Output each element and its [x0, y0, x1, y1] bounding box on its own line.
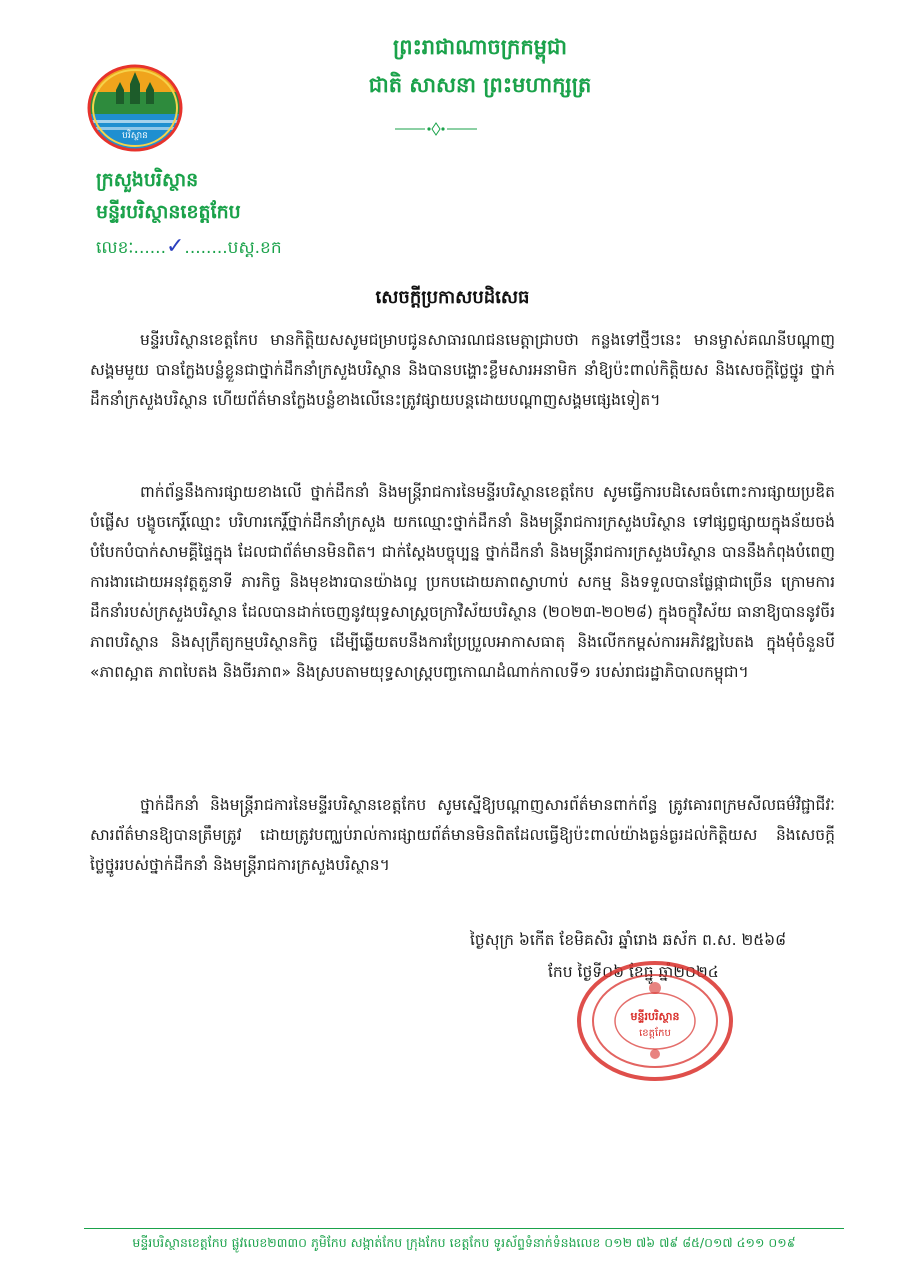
ornament-divider [395, 122, 477, 136]
body-paragraph-3: ថ្នាក់ដឹកនាំ និងមន្ត្រីរាជការនៃមន្ទីរបរិស្ថានខេត្តកែប សូមស្នើឱ្យបណ្តាញសារព័ត៌មានពាក់ព័ន្ធ ត្រូវគោរពក្រមសីលធម៌វិជ្ជាជីវៈសារព័ត៌មានឱ្យបានត្រឹមត្រូវ ដោយត្រូវបញ្ឈប់រាល់ការផ្សាយព័ត៌មានមិនពិតដែលធ្វើឱ្យប៉ះពាល់យ៉ាងធ្ងន់ធ្ងរដល់កិត្តិយស និងសេចក្តីថ្លៃថ្នូររបស់ថ្នាក់ដឹកនាំ និងមន្ត្រីរាជការក្រសួងបរិស្ថាន។ [90, 796, 835, 874]
lunar-date: ថ្ងៃសុក្រ ៦កើត ខែមិគសិរ ឆ្នាំរោង ឆស័ក ព.ស. ២៥៦៨ [470, 931, 787, 949]
gregorian-date: កែប ថ្ងៃទី០៦ ខែធ្នូ ឆ្នាំ២០២៤ [548, 963, 719, 981]
logo-caption: បរិស្ថាន [122, 131, 148, 141]
ministry-logo [86, 64, 184, 152]
reference-number [96, 234, 282, 262]
document-title: សេចក្តីប្រកាសបដិសេធ [375, 287, 530, 308]
checkmark-icon: ✓ [165, 234, 185, 259]
ministry-name: ក្រសួងបរិស្ថាន [96, 169, 199, 191]
body-paragraph-2: ពាក់ព័ន្ធនឹងការផ្សាយខាងលើ ថ្នាក់ដឹកនាំ និងមន្ត្រីរាជការនៃមន្ទីរបរិស្ថានខេត្តកែប សូមធ្វើការបដិសេធចំពោះការផ្សាយប្រឌិត បំផ្លើស បង្ខូចកេរ្តិ៍ឈ្មោះ បរិហារកេរ្តិ៍ថ្នាក់ដឹកនាំក្រសួង យកឈ្មោះថ្នាក់ដឹកនាំ និងមន្ត្រីរាជការក្រសួងបរិស្ថាន ទៅផ្សព្វផ្សាយក្នុងន័យចង់បំបែកបំបាក់សាមគ្គីផ្ទៃក្នុង ដែលជាព័ត៌មានមិនពិត។ ជាក់ស្តែងបច្ចុប្បន្ន ថ្នាក់ដឹកនាំ និងមន្ត្រីរាជការក្រសួងបរិស្ថាន បាននឹងកំពុងបំពេញការងារដោយអនុវត្តតួនាទី ភារកិច្ច និងមុខងារបានយ៉ាងល្អ ប្រកបដោយភាពស្វាហាប់ សកម្ម និងទទួលបានផ្លែផ្កាជាច្រើន ក្រោមការដឹកនាំរបស់ក្រសួងបរិស្ថាន ដែលបានដាក់ចេញនូវយុទ្ធសាស្ត្រចក្រាវិស័យបរិស្ថាន (២០២៣-២០២៨) ក្នុងចក្ខុវិស័យ ធានាឱ្យបាននូវចីរភាពបរិស្ថាន និងសុក្រឹត្យកម្មបរិស្ថានកិច្ច ដើម្បីឆ្លើយតបនឹងការប្រែប្រួលអាកាសធាតុ និងលើកកម្ពស់ការអភិវឌ្ឍបៃតង ក្នុងមុំចំនួនបី «ភាពស្អាត ភាពបៃតង និងចីរភាព» និងស្របតាមយុទ្ធសាស្ត្របញ្ចកោណដំណាក់កាលទី១ របស់រាជរដ្ឋាភិបាលកម្ពុជា។ [90, 483, 835, 681]
seal-text: មន្ទីរបរិស្ថាន [630, 1010, 680, 1023]
seal-text-2: ខេត្តកែប [639, 1028, 671, 1039]
department-name: មន្ទីរបរិស្ថានខេត្តកែប [96, 201, 241, 223]
nation-motto-line2: ជាតិ សាសនា ព្រះមហាក្សត្រ [368, 73, 592, 97]
footer-address: មន្ទីរបរិស្ថានខេត្តកែប ផ្លូវលេខ២៣៣០ ភូមិកែប សង្កាត់កែប ក្រុងកែប ខេត្តកែប ទូរស័ព្ទទំនាក់ទំនងលេខ ០១២ ៧៦ ៧៩ ៨៥/០១៧ ៤១១ ០១៩ [132, 1235, 796, 1250]
official-seal [574, 958, 736, 1084]
ref-suffix: ........បស្ត.ខក [184, 238, 282, 258]
body-paragraph-1: មន្ទីរបរិស្ថានខេត្តកែប មានកិត្តិយសសូមជម្រាបជូនសាធារណជនមេត្តាជ្រាបថា កន្លងទៅថ្មីៗនេះ មានម្ចាស់គណនីបណ្តាញសង្គមមួយ បានក្លែងបន្លំខ្លួនជាថ្នាក់ដឹកនាំក្រសួងបរិស្ថាន និងបានបង្ហោះខ្លឹមសារអនាមិក នាំឱ្យប៉ះពាល់កិត្តិយស និងសេចក្តីថ្លៃថ្នូរ ថ្នាក់ដឹកនាំក្រសួងបរិស្ថាន ហើយព័ត៌មានក្លែងបន្លំខាងលើនេះត្រូវផ្សាយបន្តដោយបណ្តាញសង្គមផ្សេងទៀត។ [90, 331, 835, 409]
nation-motto-line1: ព្រះរាជាណាចក្រកម្ពុជា [392, 35, 567, 59]
footer-divider [84, 1228, 844, 1229]
ref-prefix: លេខៈ...... [96, 238, 166, 258]
